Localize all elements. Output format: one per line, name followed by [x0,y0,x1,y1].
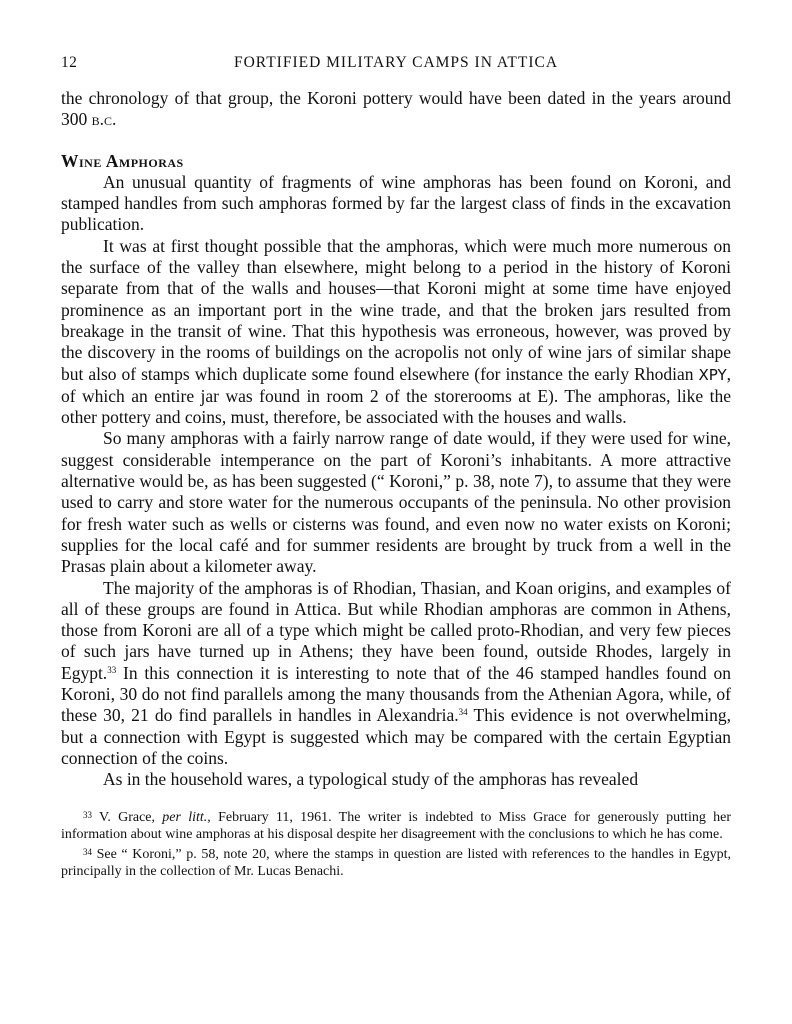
paragraph-text: In this connection it is interesting to note that of the 46 stamped handles found on Koroni, 30 do not find parallels among the many thousands from the Athenian Agora, while, of these 30, 21 do find parallels in handles in Alexandria. [61,662,731,726]
greek-stamp-text: XPY [698,365,727,384]
paragraph-5: As in the household wares, a typological study of the amphoras has revealed [103,769,639,790]
paragraph-text: It was at first thought possible that the amphoras, which were much more numerous on the surface of the valley than elsewhere, might belong to a period in the history of Koroni separate from that of the walls and houses—that Koroni might at some time have enjoyed prominence as an important port in the wine trade, and that the broken jars resulted from breakage in the transit of wine. That this hypothesis was erroneous, however, was proved by the discovery in the rooms of buildings on the acropolis not only of wine jars of similar shape but also of stamps which duplicate some found elsewhere (for instance the early Rhodian [61,235,731,384]
footnote-reference-34[interactable]: 34 [458,707,468,718]
document-page [61,54,731,881]
footnote-number: 34 [83,846,92,857]
footnote-33 [61,807,731,843]
era-abbreviation: b.c. [91,109,117,130]
footnotes [61,807,731,880]
footnote-italic-text: per litt. [162,809,208,825]
footnote-text: V. Grace, [92,809,163,825]
continuation-paragraph [61,88,731,131]
footnote-number: 33 [83,809,92,820]
paragraph-text: This evidence is not overwhelming, but a connection with Egypt is suggested which may be compared with the certain Egyptian connection of the coins. [61,705,731,768]
footnote-reference-33[interactable]: 33 [107,664,117,675]
paragraph-3: So many amphoras with a fairly narrow range of date would, if they were used for wine, suggest considerable intemperance on the part of Koroni’s inhabitants. A more attractive alternative would be, as has been suggested (“ Koroni,” p. 38, note 7), to assume that they were used to carry and store water for the numerous occupants of the peninsula. No other provision for fresh water such as wells or cisterns was found, and even now no water exists on Koroni; supplies for the local café and for summer residents are brought by truck from a well in the Prasas plain about a kilometer away. [61,428,731,577]
paragraph-1: An unusual quantity of fragments of wine amphoras has been found on Koroni, and stamped handles from such amphoras formed by far the largest class of finds in the excavation publication. [61,171,731,235]
paragraph-2 [61,236,731,429]
paragraph-text: the chronology of that group, the Koroni pottery would have been dated in the years around 300 [61,88,731,130]
paragraph-text: , of which an entire jar was found in room 2 of the storerooms at E). The amphoras, like the other pottery and coins, must, therefore, be associated with the houses and walls. [61,363,731,428]
section-heading: Wine Amphoras [61,150,184,171]
body-text [61,88,731,791]
paragraph-text: The majority of the amphoras is of Rhodian, Thasian, and Koan origins, and examples of all of these groups are found in Attica. But while Rhodian amphoras are common in Athens, those from Koroni are all of a type which might be called proto-Rhodian, and very few pieces of such jars have turned up in Athens; they have been found, outside Rhodes, largely in Egypt. [61,577,731,683]
footnote-34 [61,844,731,880]
running-title: FORTIFIED MILITARY CAMPS IN ATTICA [233,54,559,71]
footnote-text: See “ Koroni,” p. 58, note 20, where the stamps in question are listed with references to the handles in Egypt, principally in the collection of Mr. Lucas Benachi. [61,846,731,879]
footnote-text: , February 11, 1961. The writer is indebted to Miss Grace for generously putting her information about wine amphoras at his disposal despite her disagreement with the conclusions to which he has come. [61,809,731,842]
page-number: 12 [61,54,78,71]
paragraph-4 [61,578,731,770]
page-header [61,54,731,78]
